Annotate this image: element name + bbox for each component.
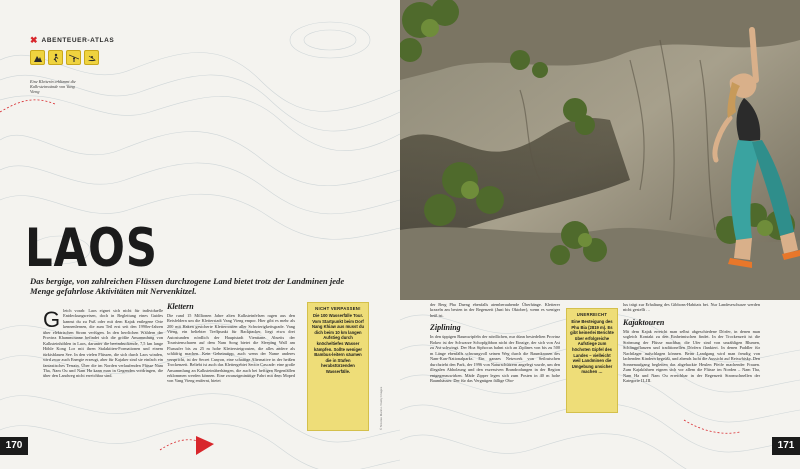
- kajak-text: Mit dem Kajak erreicht man selbst abgeschiedene Dörfer, in denen man sogleich Kontakt zu den Einheimischen findet. In der Trockenzeit ist die Strömung der Flüsse machbar, die Ufer sind von unzähligen Blumen, Schlingpflanzen und traditionellen Dörfern flankiert. In denen Paddler für Nachtlager aufschlagen können. Beim Landgang wird man freudig von lachenden Kindern begrüßt, und abends lacht die Aussicht auf Reiswhisky. Den Sonnenaufgang begleiten das abgehackte Heulen Pfeife machender Frauen. Zum Kajakfahren eignen sich vor allem die Flüsse im Norden – Nam Tha, Nam Ha und Nam Ou erreichbar in der Regenzeit Stromschnellen der Kategorie II–III.: [623, 328, 760, 383]
- klettern-column: [167, 302, 295, 384]
- page-number-right: 171: [772, 437, 800, 455]
- kayak-icon: [84, 50, 99, 65]
- activity-badges: [30, 50, 99, 65]
- photo-caption: Eine Kletterin erklimmt die Kalk-steinwände von Vang Vieng: [30, 79, 76, 95]
- kajak-pre: lus trägt zur Erhaltung des Gibbons-Habitats bei. Nur Landeseschurze werden nicht gestellt …: [623, 302, 760, 313]
- mountain-climber-icon: [30, 50, 45, 65]
- section-header: [30, 36, 114, 45]
- box-heading: UNERREICHT: [576, 312, 608, 317]
- klettern-text: Die rund 15 Millionen Jahre alten Kalksteinfelsen ragen aus den Reisfeldern um die Kletterstadt Vang Vieng empor. Hier gibt es mehr als 200 mit Haken gesicherte Kletterrouten aller Schwierigkeitsgrade. Vang Vieng, ein beliebter Treffpunkt für Backpacker, liegt etwa drei Autostunden nördlich der Hauptstadt Vientiane. Abseits der Touristenscharen auf dem Nam Song bietet die Sleeping Wall am Flussufer bis zu 25 m hohe Klettersteigrouten, die alles andere als schläfrig machen. Kein Geheimtipp, auch wenn der Name anderes verspricht, ist der Secret Canyon, eine schattige Alternative in der heißen Trockenzeit. Beliebt ist auch das Klettergebiet Sector Cascade: eine große Ansammlung an Kalksteinüberhängen, die auch bei heftigen Regenfällen erklommen werden können. Eine zwanzigminütige Fahrt mit dem Moped von Vang Vieng entfernt, bietet: [167, 313, 295, 384]
- kajak-column: [623, 302, 760, 383]
- page-title: LAOS: [25, 218, 158, 279]
- zipline-pre: der Berg Pha Daeng ebenfalls atemberaubende Überhänge. Kletterer kraxeln am besten in der Regenzeit (Juni bis Oktober), wenn es weniger heiß ist.: [430, 302, 560, 318]
- intro-column: [43, 308, 163, 379]
- zipline-heading: Ziplining: [430, 323, 461, 333]
- box-heading: NICHT VERPASSEN!: [315, 306, 361, 311]
- intro-text: leich vorab: Laos eignet sich nicht für individuelle Entdeckungsreisen, doch in Begleitung eines Guides kannst du zu Fuß oder mit dem Kajak entlegene Orte kennenlernen, die zum Teil erst seit den 1990er-Jahren über elektrischen Strom verfügen. In den herrlichen Wäldern der Provinz Khammouane befindet sich die größte Ansammlung von Kalksteinhöhlen in Laos, darunter die beeindruckende, 7,5 km lange Höhle Kong Lor mit ihren Stalaktiten-Formationen und einem türkisblauen See. In den vielen Flüssen, die sich durch Laos winden, wird zwar auch Energie erzeugt, aber für Kajaker sind sie einfach ein fantastisches Terrain. Über die im Norden verlaufenden Flüsse Nam Tha, Nam Ou und Nam Ha kann man in Gegenden vordringen, die über den Landweg nicht erreichbar sind.: [43, 308, 163, 379]
- hiker-icon: [48, 50, 63, 65]
- box-body: Die 100 Wasserfälle Tour. Vom Startpunkt beim Dorf Nang Khiaw aus musst du dich beim 10 km langen Aufstieg durch knöcheltiefes Wasser kämpfen. Sollte weniger Bambus-leitern säumen die in Stufen herabstürzenden Wasserfälle.: [311, 313, 365, 374]
- nicht-verpassen-box: [307, 302, 369, 431]
- zipline-icon: [66, 50, 81, 65]
- zipline-column: [430, 302, 560, 383]
- page-subtitle: Das bergige, von zahlreichen Flüssen durchzogene Land bietet trotz der Landminen jede Menge gefahrlose Aktivitäten mit Nervenkitzel.: [30, 276, 345, 297]
- photo-credit: © Nicolas Marino / Getty Images: [379, 386, 383, 430]
- cross-icon: ✖: [30, 35, 38, 45]
- kajak-heading: Kajaktouren: [623, 317, 665, 327]
- unerreicht-box: [566, 308, 618, 413]
- page-number-left: 170: [0, 437, 28, 455]
- box-body: Eine Besteigung des Phu Bia (2819 m). Es gibt keinerlei Berichte über erfolgreiche Aufstiege zum höchsten Gipfel des Landes – vielleicht weil Landminen die Umgebung unsicher machen …: [570, 319, 614, 375]
- climber-photo: [400, 0, 800, 300]
- drop-cap: G: [43, 307, 61, 332]
- zipline-text: In den üppigen Baumwipfeln der nördlichen, nur dünn besiedelten Provinz Bokeo ist der Schwarze Schopfgibbon nicht der Einzige, der sich von Ast zu Ast schwingt. Der Hoa Siphocus bahnt sich an Ziplines von bis zu 500 m Länge ebenfalls schwungvoll seinen Weg durch die Baumkronen des Nam-Kan-Nationalparks. Ein ganzes Netzwerk von Seilrutschen durchzieht den Park, der 1996 von Naturschützern angelegt wurde, um den illegalen Abholzung und den exzessiven Brandrodungen in der Region entgegenzuwirken. Mäde Zipper legen sich zum Posten in 40 m hohe Baumhäuser. Der für das Vergnügen fällige Obo-: [430, 334, 560, 383]
- section-label: ABENTEUER-ATLAS: [41, 37, 115, 44]
- klettern-heading: Klettern: [167, 302, 194, 311]
